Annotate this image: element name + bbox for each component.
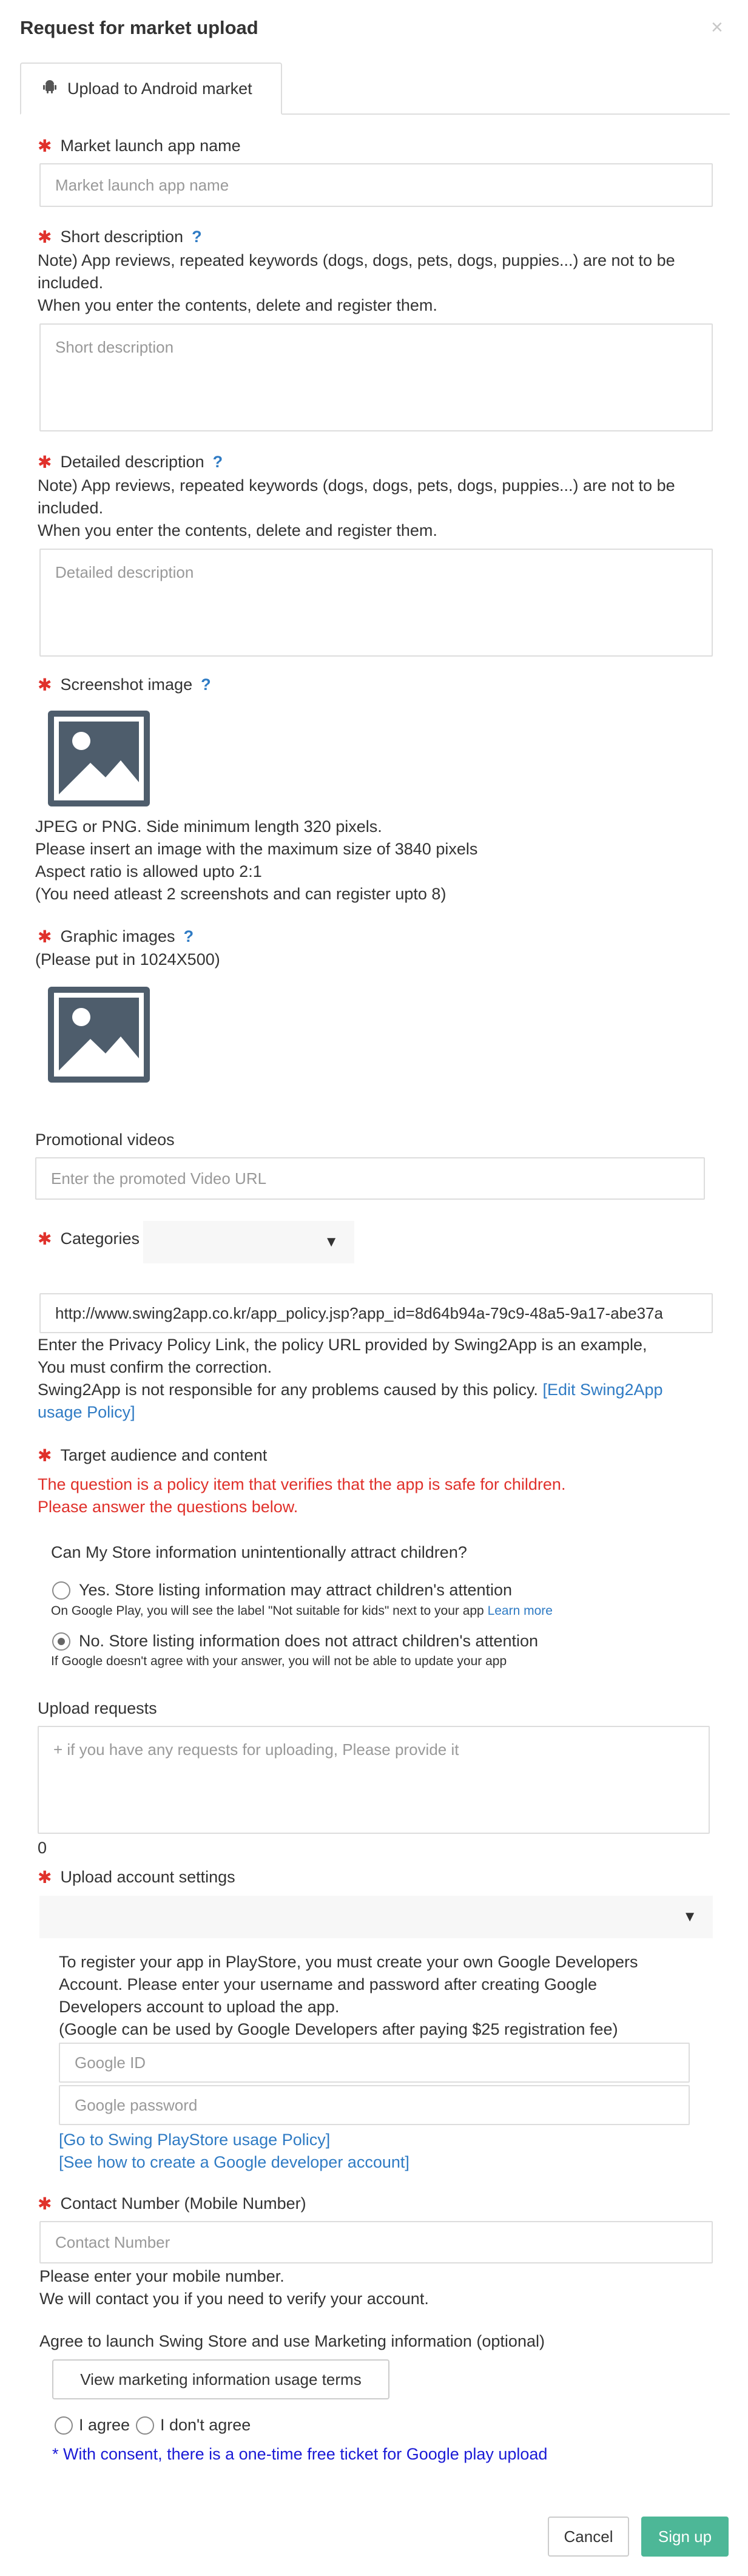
target-warning: The question is a policy item that verifies that the app is safe for children. Please answer the questions below. xyxy=(38,1475,566,1516)
cancel-button[interactable]: Cancel xyxy=(548,2517,629,2557)
short-desc-input[interactable]: Short description xyxy=(39,323,713,431)
account-settings-label: ✱ Upload account settings xyxy=(38,1868,235,1887)
detailed-desc-note: Note) App reviews, repeated keywords (dogs, dogs, pets, dogs, puppies...) are not to be included. When you enter the contents, delete and register them. xyxy=(38,476,675,539)
required-icon: ✱ xyxy=(38,1446,52,1465)
help-icon[interactable]: ? xyxy=(212,453,223,471)
radio-disagree[interactable] xyxy=(136,2416,154,2435)
learn-more-link[interactable]: Learn more xyxy=(487,1604,553,1618)
graphic-label: ✱ Graphic images ? xyxy=(38,927,194,946)
tab-android-market[interactable] xyxy=(20,63,282,115)
graphic-upload-image-icon[interactable] xyxy=(48,987,150,1083)
help-icon[interactable]: ? xyxy=(201,675,211,694)
categories-select[interactable] xyxy=(143,1221,354,1263)
upload-requests-label: Upload requests xyxy=(38,1699,157,1717)
required-icon: ✱ xyxy=(38,228,52,246)
help-icon[interactable]: ? xyxy=(192,228,202,246)
app-name-label: ✱ Market launch app name xyxy=(38,137,241,155)
edit-policy-link-cont[interactable]: usage Policy] xyxy=(38,1403,135,1421)
screenshot-label: ✱ Screenshot image ? xyxy=(38,675,211,694)
policy-note: Enter the Privacy Policy Link, the policy URL provided by Swing2App is an example, You must confirm the correction. Swing2App is not responsible for any problems caused by this policy. [Edit Swing2App usage Policy] xyxy=(38,1334,711,1424)
upload-requests-count: 0 xyxy=(38,1839,47,1857)
required-icon: ✱ xyxy=(38,2194,52,2213)
promo-video-input[interactable]: Enter the promoted Video URL xyxy=(35,1157,705,1200)
radio-no[interactable] xyxy=(52,1632,70,1651)
required-icon: ✱ xyxy=(38,137,52,155)
google-password-input[interactable]: Google password xyxy=(59,2085,690,2125)
short-desc-note: Note) App reviews, repeated keywords (dogs, dogs, pets, dogs, puppies...) are not to be included. When you enter the contents, delete and register them. xyxy=(38,251,675,314)
contact-label: ✱ Contact Number (Mobile Number) xyxy=(38,2194,306,2213)
radio-yes[interactable] xyxy=(52,1581,70,1600)
policy-url-input[interactable]: http://www.swing2app.co.kr/app_policy.jsp?app_id=8d64b94a-79c9-48a5-9a17-abe37a xyxy=(39,1293,713,1333)
playstore-policy-link[interactable]: [Go to Swing PlayStore usage Policy] xyxy=(59,2131,331,2149)
sign-up-button[interactable]: Sign up xyxy=(641,2517,729,2557)
required-icon: ✱ xyxy=(38,675,52,694)
marketing-label: Agree to launch Swing Store and use Marketing information (optional) xyxy=(39,2332,545,2350)
google-id-input[interactable]: Google ID xyxy=(59,2043,690,2083)
consent-note: * With consent, there is a one-time free ticket for Google play upload xyxy=(52,2445,548,2463)
graphic-size-note: (Please put in 1024X500) xyxy=(35,950,220,969)
radio-no-row[interactable]: No. Store listing information does not attract children's attention xyxy=(52,1630,538,1652)
target-question: Can My Store information unintentionally attract children? xyxy=(51,1543,467,1561)
view-marketing-terms-button[interactable]: View marketing information usage terms xyxy=(52,2359,389,2399)
contact-number-input[interactable]: Contact Number xyxy=(39,2221,713,2263)
radio-agree[interactable] xyxy=(55,2416,73,2435)
detailed-desc-label: ✱ Detailed description ? xyxy=(38,453,223,472)
screenshot-upload-image-icon[interactable] xyxy=(48,711,150,806)
chevron-down-icon: ▼ xyxy=(324,1234,339,1250)
account-select[interactable] xyxy=(39,1896,713,1938)
promo-label: Promotional videos xyxy=(35,1131,175,1149)
required-icon: ✱ xyxy=(38,927,52,946)
required-icon: ✱ xyxy=(38,1229,52,1248)
close-icon[interactable]: × xyxy=(711,16,723,39)
chevron-down-icon: ▼ xyxy=(682,1908,697,1925)
agree-option[interactable]: I agree xyxy=(55,2414,130,2436)
edit-policy-link[interactable]: [Edit Swing2App xyxy=(542,1381,663,1399)
radio-yes-row[interactable]: Yes. Store listing information may attract children's attention xyxy=(52,1579,512,1601)
upload-requests-input[interactable]: + if you have any requests for uploading, Please provide it xyxy=(38,1726,710,1834)
detailed-desc-input[interactable]: Detailed description xyxy=(39,549,713,657)
target-audience-label: ✱ Target audience and content xyxy=(38,1446,268,1465)
modal-title: Request for market upload xyxy=(20,17,258,38)
help-icon[interactable]: ? xyxy=(183,927,194,945)
contact-note: Please enter your mobile number. We will contact you if you need to verify your account. xyxy=(39,2267,429,2308)
android-icon xyxy=(43,79,56,98)
tab-label: Upload to Android market xyxy=(67,79,252,98)
required-icon: ✱ xyxy=(38,1868,52,1887)
developer-account-guide-link[interactable]: [See how to create a Google developer account] xyxy=(59,2153,409,2171)
app-name-input[interactable]: Market launch app name xyxy=(39,163,713,207)
required-icon: ✱ xyxy=(38,453,52,472)
short-desc-label: ✱ Short description ? xyxy=(38,228,202,246)
disagree-option[interactable]: I don't agree xyxy=(136,2414,251,2436)
radio-no-note: If Google doesn't agree with your answer, you will not be able to update your app xyxy=(51,1654,507,1668)
radio-yes-note: On Google Play, you will see the label "Not suitable for kids" next to your app Learn more xyxy=(51,1604,553,1618)
account-info: To register your app in PlayStore, you must create your own Google Developers Account. Please enter your username and password after creating Google Developers account to upload the app. (Google can be used by Google Developers after paying $25 registration fee) xyxy=(59,1953,638,2038)
screenshot-requirements: JPEG or PNG. Side minimum length 320 pixels. Please insert an image with the maximum size of 3840 pixels Aspect ratio is allowed upto 2:1 (You need atleast 2 screenshots and can register upto 8) xyxy=(35,817,478,903)
categories-label: ✱ Categories xyxy=(38,1229,158,1249)
